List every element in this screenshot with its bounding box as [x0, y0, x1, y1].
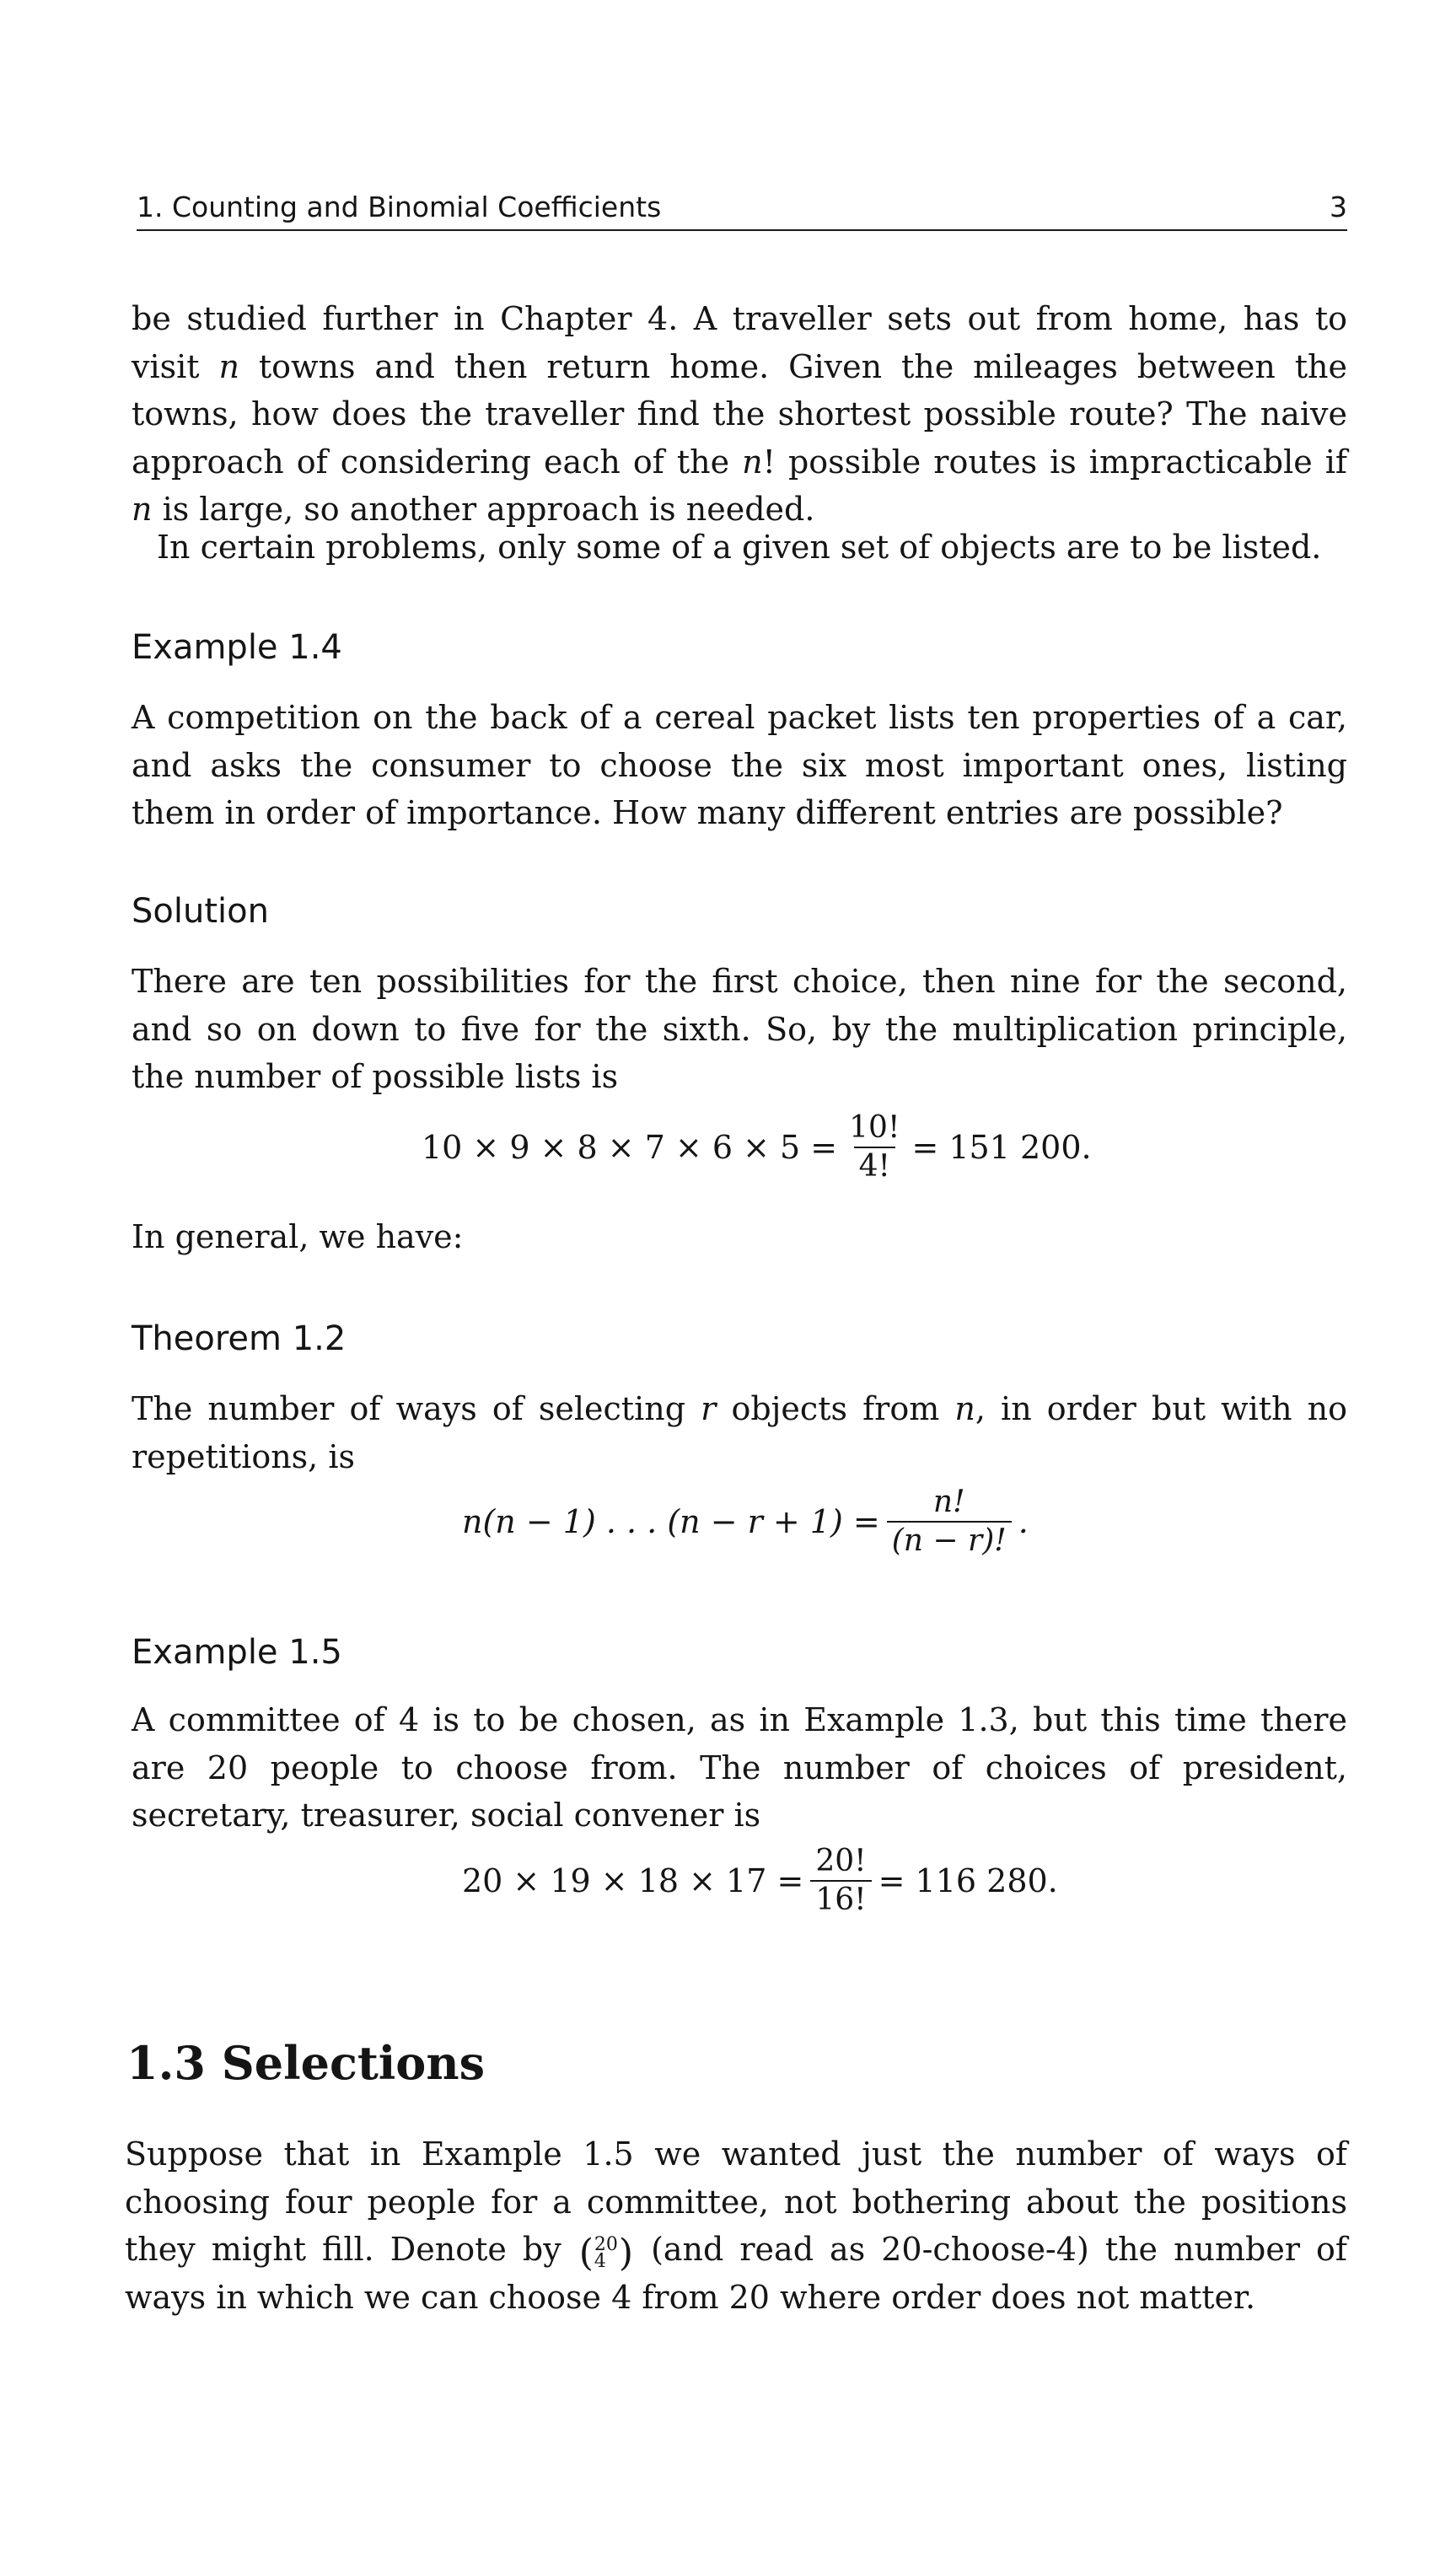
var-r: r	[701, 1390, 717, 1427]
fraction: $\frac{n!}{(n - r)!}$	[887, 1485, 1012, 1558]
intro-paragraph: be studied further in Chapter 4. A traveller sets out from home, has to visit n towns and then return home. Given the mileages between the towns, how does the traveller find the shortest possible route? The naive approach of considering each of the n! possible routes is impracticable if n is large, so another approach is needed.	[132, 300, 1347, 528]
example-1-4-text: A competition on the back of a cereal packet lists ten properties of a car, and asks the consumer to choose the six most important ones, listing them in order of importance. How many different entries are possible?	[132, 699, 1347, 831]
chapter-title: 1. Counting and Binomial Coefficients	[137, 191, 662, 223]
solution-equation: 10 × 9 × 8 × 7 × 6 × 5 = $\frac{10!}{4!}$ = 151 200.	[422, 1110, 1092, 1184]
example-1-5-heading: Example 1.5	[132, 1633, 342, 1672]
running-header	[137, 185, 1347, 231]
example-1-5-text: A committee of 4 is to be chosen, as in Example 1.3, but this time there are 20 people to choose from. The number of choices of president, secretary, treasurer, social convener is	[132, 1701, 1347, 1834]
binomial-coefficient: ( 20 4 )	[578, 2232, 634, 2275]
general-text: In general, we have:	[132, 1218, 464, 1255]
intro-paragraph-2: In certain problems, only some of a given set of objects are to be listed.	[157, 529, 1322, 566]
fraction: $\frac{10!}{4!}$	[849, 1110, 900, 1184]
example-1-5-equation: 20 × 19 × 18 × 17 = $\frac{20!}{16!}$ = 116 280.	[462, 1844, 1058, 1917]
solution-text: There are ten possibilities for the first choice, then nine for the second, and so on down to five for the sixth. So, by the multiplication principle, the number of possible lists is	[132, 963, 1347, 1095]
section-1-3-text: Suppose that in Example 1.5 we wanted just the number of ways of choosing four people for a committee, not bothering about the positions they might fill. Denote by ( 20 4 ) (and read as 20-choose-4) the number of ways in which we can choose 4 from 20 where order does not matter.	[125, 2135, 1347, 2316]
theorem-1-2-text: The number of ways of selecting r objects from n, in order but with no repetitions, is	[132, 1390, 1348, 1475]
theorem-1-2-heading: Theorem 1.2	[132, 1319, 347, 1358]
theorem-equation: n(n − 1) . . . (n − r + 1) = $\frac{n!}{(n - r)!}$ .	[462, 1485, 1029, 1558]
section-1-3-heading: 1.3 Selections	[126, 2036, 485, 2090]
fraction: $\frac{20!}{16!}$	[810, 1845, 871, 1917]
var-n: n	[218, 347, 239, 385]
var-n: n	[742, 443, 763, 481]
example-1-4-heading: Example 1.4	[132, 628, 342, 667]
var-n: n	[954, 1390, 975, 1427]
var-n: n	[132, 491, 153, 528]
page-number: 3	[1330, 191, 1347, 223]
solution-heading: Solution	[132, 892, 269, 931]
